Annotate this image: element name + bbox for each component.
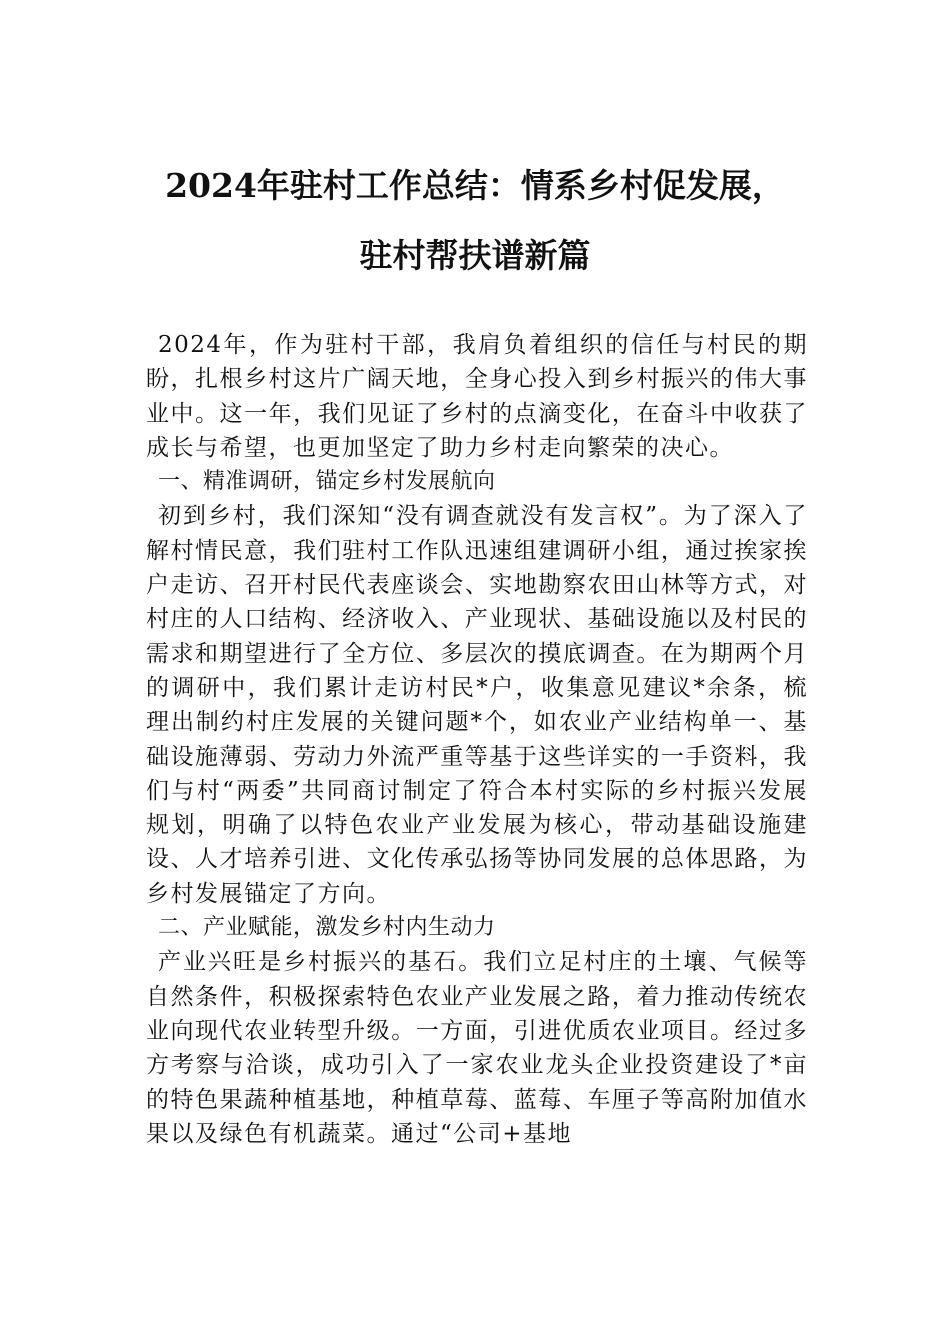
- section-paragraph-1: 初到乡村，我们深知“没有调查就没有发言权”。为了深入了解村情民意，我们驻村工作队迅速组建调研小组，通过挨家挨户走访、召开村民代表座谈会、实地勘察农田山林等方式，对村庄的人口结构、经济收入、产业现状、基础设施以及村民的需求和期望进行了全方位、多层次的摸底调查。在为期两个月的调研中，我们累计走访村民*户，收集意见建议*余条，梳理出制约村庄发展的关键问题*个，如农业产业结构单一、基础设施薄弱、劳动力外流严重等基于这些详实的一手资料，我们与村“两委”共同商讨制定了符合本村实际的乡村振兴发展规划，明确了以特色农业产业发展为核心，带动基础设施建设、人才培养引进、文化传承弘扬等协同发展的总体思路，为乡村发展锚定了方向。: [146, 503, 808, 907]
- section-heading-2: 二、产业赋能，激发乡村内生动力: [158, 915, 496, 941]
- document-title-line-1: 2024年驻村工作总结：情系乡村促发展，: [165, 166, 785, 205]
- document-title-line-2: 驻村帮扶谱新篇: [359, 236, 591, 275]
- section-paragraph-2: 产业兴旺是乡村振兴的基石。我们立足村庄的土壤、气候等自然条件，积极探索特色农业产业发展之路，着力推动传统农业向现代农业转型升级。一方面，引进优质农业项目。经过多方考察与洽谈，成功引入了一家农业龙头企业投资建设了*亩的特色果蔬种植基地，种植草莓、蓝莓、车厘子等高附加值水果以及绿色有机蔬菜。通过“公司+基地: [146, 949, 808, 1147]
- intro-paragraph: 2024年，作为驻村干部，我肩负着组织的信任与村民的期盼，扎根乡村这片广阔天地，全身心投入到乡村振兴的伟大事业中。这一年，我们见证了乡村的点滴变化，在奋斗中收获了成长与希望，也更加坚定了助力乡村走向繁荣的决心。: [146, 332, 808, 461]
- section-heading-1: 一、精准调研，锚定乡村发展航向: [158, 469, 496, 495]
- document-body: [146, 328, 808, 1151]
